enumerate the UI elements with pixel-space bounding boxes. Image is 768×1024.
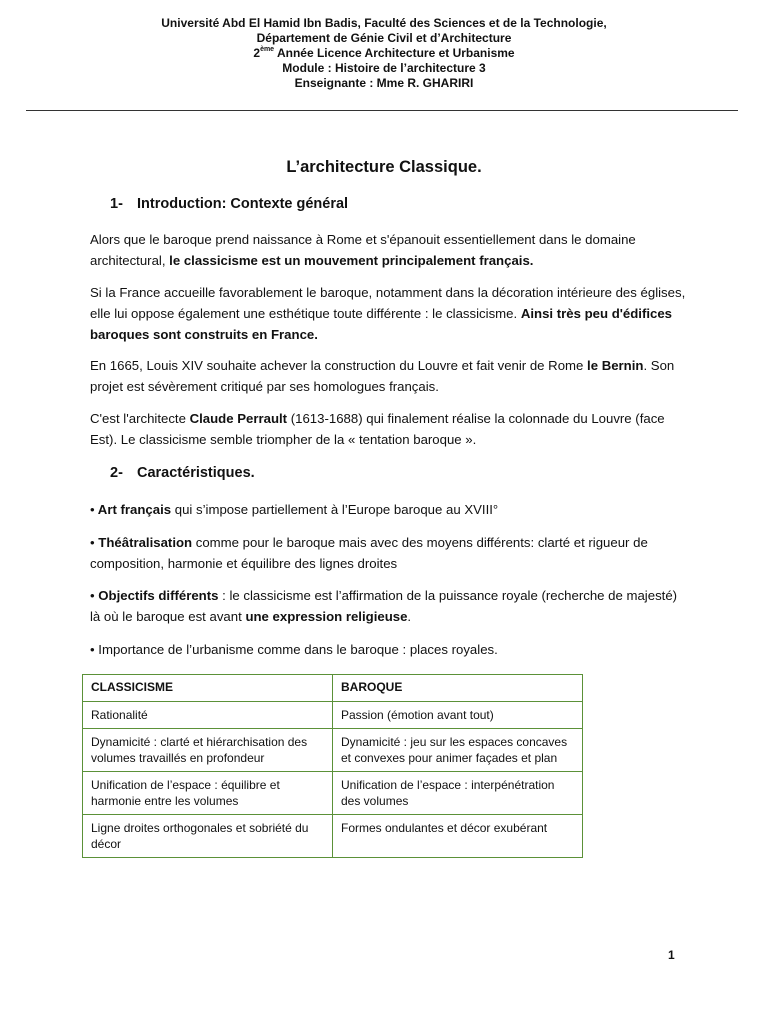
section-2-heading bbox=[110, 465, 255, 481]
bullet-bold: une expression religieuse bbox=[245, 609, 408, 624]
section-2-number: 2- bbox=[110, 465, 123, 481]
comparison-table bbox=[82, 674, 583, 858]
table-cell: Ligne droites orthogonales et sobriété du décor bbox=[83, 815, 333, 858]
paragraph-intro-3 bbox=[90, 355, 690, 397]
paragraph-bold: Claude Perrault bbox=[189, 411, 288, 426]
bullet-mark: • bbox=[90, 535, 95, 550]
bullet-text: . bbox=[407, 609, 412, 624]
bullet-mark: • bbox=[90, 642, 95, 657]
header-module: Module : Histoire de l’architecture 3 bbox=[282, 61, 486, 75]
paragraph-text: (1613-1688) qui finalement réalise la colonnade du Louvre (face Est). Le classicisme semble triompher de la « tentation baroque ». bbox=[90, 411, 665, 447]
table-row bbox=[83, 772, 583, 815]
paragraph-intro-2 bbox=[90, 282, 690, 345]
bullet-bold: Art français bbox=[94, 502, 172, 517]
paragraph-text: En 1665, Louis XIV souhaite achever la construction du Louvre et fait venir de Rome bbox=[90, 358, 588, 373]
section-1-number: 1- bbox=[110, 196, 123, 212]
paragraph-bold: Ainsi très peu d'édifices baroques sont construits en France. bbox=[90, 306, 673, 342]
table-header-cell: BAROQUE bbox=[333, 675, 583, 702]
page-number: 1 bbox=[668, 948, 675, 962]
section-1-heading bbox=[110, 196, 348, 212]
table-row bbox=[83, 815, 583, 858]
table-cell: Rationalité bbox=[83, 702, 333, 729]
table-cell: Unification de l’espace : équilibre et harmonie entre les volumes bbox=[83, 772, 333, 815]
table-cell: Dynamicité : jeu sur les espaces concaves et convexes pour animer façades et plan bbox=[333, 729, 583, 772]
bullet-mark: • bbox=[90, 502, 95, 517]
bullet-item bbox=[90, 639, 690, 660]
table-row bbox=[83, 729, 583, 772]
paragraph-text: Si la France accueille favorablement le baroque, notamment dans la décoration intérieure des églises, elle lui oppose également une esthétique toute différente : le classicisme. bbox=[90, 285, 686, 321]
paragraph-intro-4 bbox=[90, 408, 690, 450]
paragraph-text: . Son projet est sévèrement critiqué par ses homologues français. bbox=[90, 358, 675, 394]
header-university: Université Abd El Hamid Ibn Badis, Faculté des Sciences et de la Technologie, bbox=[161, 16, 607, 30]
table-cell: Unification de l’espace : interpénétration des volumes bbox=[333, 772, 583, 815]
paragraph-text: C'est l'architecte bbox=[90, 411, 190, 426]
header-divider bbox=[26, 110, 738, 111]
header-year-suffix: ème bbox=[260, 46, 275, 53]
header-year-program: Année Licence Architecture et Urbanisme bbox=[274, 46, 515, 60]
header-department: Département de Génie Civil et d’Architecture bbox=[256, 31, 512, 45]
table-cell: Passion (émotion avant tout) bbox=[333, 702, 583, 729]
paragraph-intro-1 bbox=[90, 229, 690, 271]
bullet-text: comme pour le baroque mais avec des moyens différents: clarté et rigueur de composition, harmonie et équilibre des lignes droites bbox=[90, 535, 648, 571]
table-header-cell: CLASSICISME bbox=[83, 675, 333, 702]
table-header-row bbox=[83, 675, 583, 702]
bullet-item bbox=[90, 585, 690, 627]
bullet-item bbox=[90, 532, 690, 574]
document-title: L’architecture Classique. bbox=[286, 158, 482, 176]
paragraph-text: Alors que le baroque prend naissance à Rome et s'épanouit essentiellement dans le domaine architectural, bbox=[90, 232, 636, 268]
bullet-mark: • bbox=[90, 588, 95, 603]
header-year-number: 2 bbox=[253, 46, 261, 60]
table-cell: Dynamicité : clarté et hiérarchisation des volumes travaillés en profondeur bbox=[83, 729, 333, 772]
section-2-title: Caractéristiques. bbox=[137, 465, 255, 481]
bullet-text: : le classicisme est l’affirmation de la puissance royale (recherche de majesté) là où le baroque est avant bbox=[90, 588, 678, 624]
table-cell: Formes ondulantes et décor exubérant bbox=[333, 815, 583, 858]
table-row bbox=[83, 702, 583, 729]
header-teacher: Enseignante : Mme R. GHARIRI bbox=[294, 76, 474, 90]
bullet-bold: Objectifs différents bbox=[94, 588, 219, 603]
document-header bbox=[0, 16, 768, 91]
bullet-text: qui s’impose partiellement à l’Europe baroque au XVIII° bbox=[171, 502, 499, 517]
paragraph-bold: le Bernin bbox=[587, 358, 644, 373]
bullet-text: Importance de l’urbanisme comme dans le baroque : places royales. bbox=[94, 642, 498, 657]
bullet-bold: Théâtralisation bbox=[94, 535, 193, 550]
bullet-item bbox=[90, 499, 690, 520]
header-year bbox=[0, 46, 768, 61]
paragraph-bold: le classicisme est un mouvement principalement français. bbox=[169, 253, 534, 268]
section-1-title: Introduction: Contexte général bbox=[137, 196, 349, 212]
